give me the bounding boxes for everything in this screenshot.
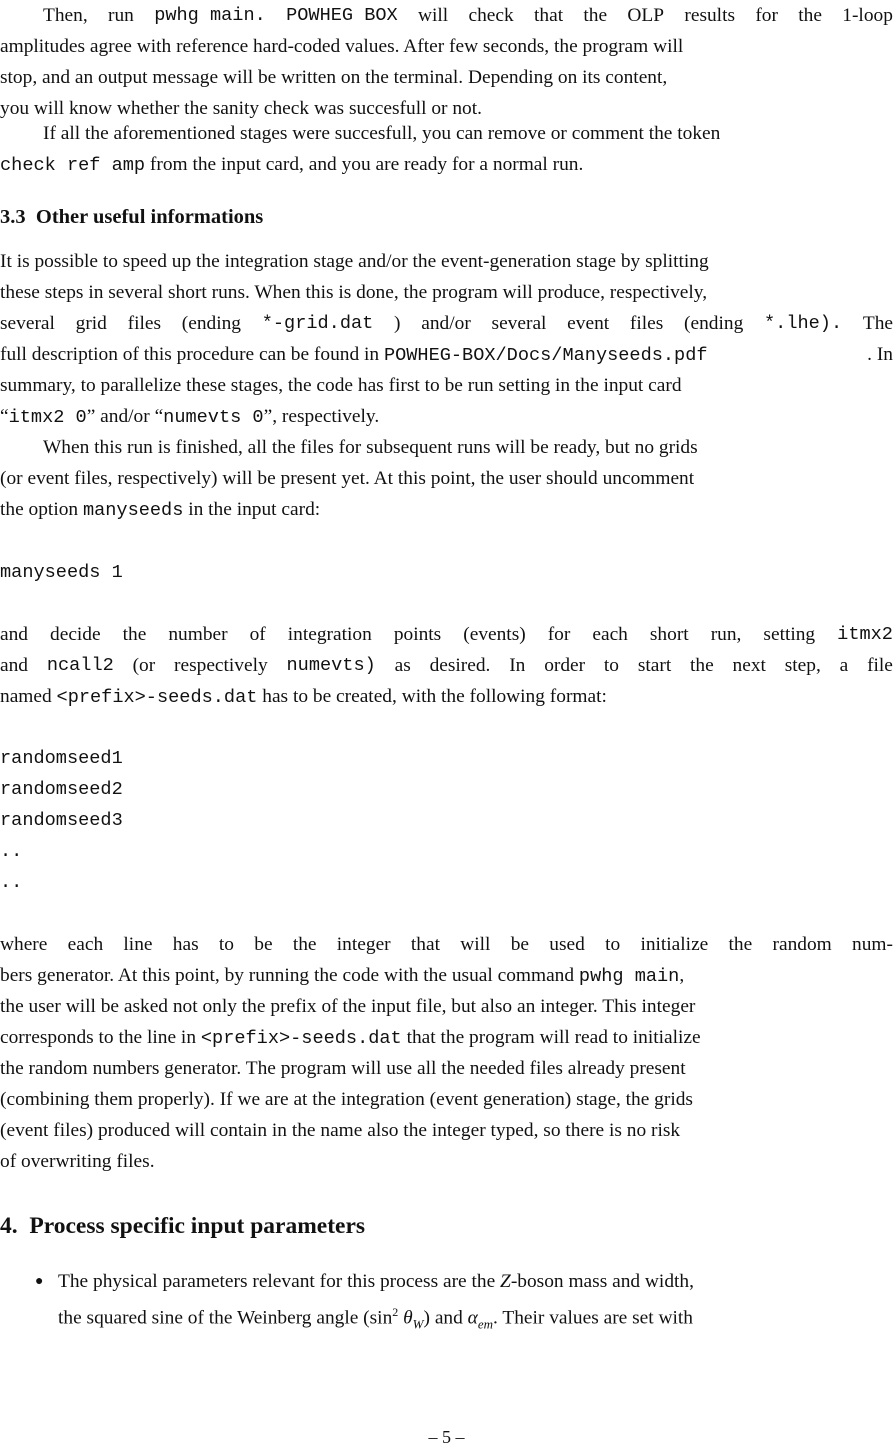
math-theta: θ: [403, 1307, 413, 1329]
p4-line2: (or event files, respectively) will be present yet. At this point, the user should uncomment: [0, 468, 695, 489]
text: ) and: [423, 1307, 468, 1329]
code-lhe: *.lhe).: [764, 313, 843, 334]
word: decide: [50, 624, 101, 645]
word: will: [418, 5, 449, 26]
word: In: [509, 655, 526, 676]
word: be: [254, 934, 273, 955]
text: . In: [867, 344, 893, 365]
code-line: randomseed2: [0, 779, 123, 800]
text: the squared sine of the Weinberg angle (sin: [58, 1307, 393, 1329]
word: to: [603, 655, 620, 676]
word: a: [839, 655, 849, 676]
math-sub-em: em: [477, 1316, 494, 1332]
code-numevts-0: numevts 0: [163, 407, 264, 428]
code-numevts: numevts): [286, 655, 376, 676]
word: num-: [852, 934, 893, 955]
code-pwhg-main: pwhg main.: [154, 5, 266, 26]
word: be: [510, 934, 529, 955]
code-check-ref-amp: check ref amp: [0, 155, 146, 176]
text: in the input card:: [183, 499, 321, 520]
code-line: ..: [0, 841, 23, 862]
word: used: [549, 934, 585, 955]
p6-line3: the user will be asked not only the prefix of the input file, but also an integer. This integer: [0, 996, 696, 1017]
word: (ending: [181, 313, 241, 334]
text: corresponds to the line in: [0, 1027, 201, 1048]
section-title: Other useful informations: [35, 206, 264, 228]
word: the: [122, 624, 147, 645]
word: that: [534, 5, 564, 26]
word: the: [728, 934, 753, 955]
p2-line2: [0, 149, 893, 181]
word: respectively: [174, 655, 268, 676]
text: bers generator. At this point, by running the code with the usual command: [0, 965, 579, 986]
p2-line1: If all the aforementioned stages were succesfull, you can remove or comment the token: [43, 123, 721, 144]
text: the option: [0, 499, 83, 520]
code-grid-dat: *-grid.dat: [261, 313, 374, 334]
word: event: [567, 313, 610, 334]
word: (ending: [684, 313, 744, 334]
p1-line3: stop, and an output message will be written on the terminal. Depending on its content,: [0, 67, 668, 88]
p3-line4: [0, 339, 893, 371]
word: each: [67, 934, 104, 955]
text: named: [0, 686, 57, 707]
text: full description of this procedure can be found in: [0, 344, 384, 365]
word: random: [772, 934, 832, 955]
p1-line2: amplitudes agree with reference hard-coded values. After few seconds, the program will: [0, 36, 684, 57]
word: line: [123, 934, 153, 955]
word: integration: [287, 624, 372, 645]
text: that the program will read to initialize: [401, 1027, 701, 1048]
p3-line6: “itmx2 0” and/or “numevts 0”, respectively.: [0, 406, 380, 428]
p4-line1: When this run is finished, all the files for subsequent runs will be ready, but no grids: [43, 437, 698, 458]
word: grid: [75, 313, 107, 334]
word: for: [547, 624, 571, 645]
p1-line1: [43, 0, 893, 31]
word: check: [468, 5, 514, 26]
code-seeds-dat: <prefix>-seeds.dat: [200, 1028, 402, 1049]
word: points: [393, 624, 442, 645]
word: run,: [710, 624, 742, 645]
word: run: [108, 5, 134, 26]
word: integer: [336, 934, 391, 955]
word: start: [637, 655, 672, 676]
p3-line5: summary, to parallelize these stages, the code has first to be run setting in the input card: [0, 375, 682, 396]
word: The: [862, 313, 893, 334]
word: desired.: [429, 655, 491, 676]
p6-line1: [0, 929, 893, 960]
text: and/or: [95, 406, 155, 427]
code-powheg-box: POWHEG BOX: [286, 5, 398, 26]
text: ,: [679, 965, 685, 986]
word: the: [798, 5, 822, 26]
bullet1-line2: [58, 1297, 893, 1339]
word: several: [491, 313, 547, 334]
word: files: [127, 313, 162, 334]
word: setting: [763, 624, 816, 645]
code-itmx2-0: itmx2 0: [8, 407, 87, 428]
word: files: [629, 313, 664, 334]
word: (or: [132, 655, 156, 676]
code-line: randomseed3: [0, 810, 123, 831]
word: step,: [784, 655, 821, 676]
text: The physical parameters relevant for this process are the: [58, 1271, 501, 1292]
p3-line3: [0, 308, 893, 339]
word: next: [732, 655, 766, 676]
word: file: [867, 655, 893, 676]
page-number: – 5 –: [428, 1427, 465, 1447]
p6-line4: [0, 1022, 893, 1054]
word: to: [605, 934, 621, 955]
bullet1-line1: [58, 1266, 893, 1297]
math-sup-2: 2: [392, 1305, 399, 1319]
word: short: [649, 624, 689, 645]
word: each: [592, 624, 628, 645]
math-alpha: α: [467, 1307, 478, 1329]
word: for: [755, 5, 778, 26]
p6-line5: the random numbers generator. The program will use all the needed files already present: [0, 1058, 686, 1079]
p5-line2: [0, 650, 893, 681]
code-line: randomseed1: [0, 748, 123, 769]
word: of: [249, 624, 266, 645]
text: . Their values are set with: [493, 1307, 693, 1329]
p3-line1: It is possible to speed up the integration stage and/or the event-generation stage by splitting: [0, 251, 709, 272]
word: and: [0, 624, 28, 645]
word: will: [460, 934, 491, 955]
word: order: [544, 655, 586, 676]
p5-line3: [0, 681, 893, 713]
math-z: Z: [500, 1271, 511, 1292]
word: and: [0, 655, 28, 676]
p6-line6: (combining them properly). If we are at the integration (event generation) stage, the grids: [0, 1089, 693, 1110]
word: to: [218, 934, 234, 955]
bullet-icon: ●: [35, 1274, 44, 1289]
word: initialize: [640, 934, 709, 955]
code-itmx2: itmx2: [837, 624, 893, 645]
code-block-manyseeds: manyseeds 1: [0, 562, 123, 583]
word: (events): [463, 624, 526, 645]
code-line: ..: [0, 872, 23, 893]
p6-line7: (event files) produced will contain in the name also the integer typed, so there is no risk: [0, 1120, 681, 1141]
section-heading-4: [0, 1211, 893, 1242]
math-sub-w: W: [412, 1316, 424, 1332]
code-manyseeds-pdf-path: POWHEG-BOX/Docs/Manyseeds.pdf: [383, 345, 708, 366]
word: 1-loop: [842, 5, 893, 26]
code-seeds-dat: <prefix>-seeds.dat: [56, 687, 258, 708]
p1-line4: you will know whether the sanity check was succesfull or not.: [0, 98, 482, 119]
word: the: [292, 934, 317, 955]
word: and/or: [421, 313, 471, 334]
word: several: [0, 313, 55, 334]
word: ): [394, 313, 401, 334]
text: -boson mass and width,: [510, 1271, 694, 1292]
code-pwhg-main: pwhg main: [578, 966, 680, 987]
p3-line2: these steps in several short runs. When this is done, the program will produce, respectively,: [0, 282, 708, 303]
text: , respectively.: [272, 406, 380, 427]
word: where: [0, 934, 48, 955]
word: Then,: [43, 5, 88, 26]
section-number: 4.: [0, 1213, 18, 1239]
p5-line1: [0, 619, 893, 650]
word: OLP: [627, 5, 665, 26]
p6-line2: [0, 960, 893, 992]
section-title: Process specific input parameters: [29, 1213, 366, 1239]
section-number: 3.3: [0, 206, 26, 228]
p6-line8: of overwriting files.: [0, 1151, 155, 1172]
code-manyseeds: manyseeds: [82, 500, 184, 521]
word: results: [684, 5, 736, 26]
text: from the input card, and you are ready for a normal run.: [145, 154, 584, 175]
text: has to be created, with the following format:: [257, 686, 607, 707]
word: number: [168, 624, 228, 645]
word: as: [394, 655, 411, 676]
section-heading-3-3: [0, 202, 893, 233]
code-ncall2: ncall2: [46, 655, 114, 676]
p4-line3: [0, 494, 893, 526]
word: the: [690, 655, 714, 676]
word: that: [410, 934, 440, 955]
word: has: [172, 934, 199, 955]
word: the: [583, 5, 608, 26]
